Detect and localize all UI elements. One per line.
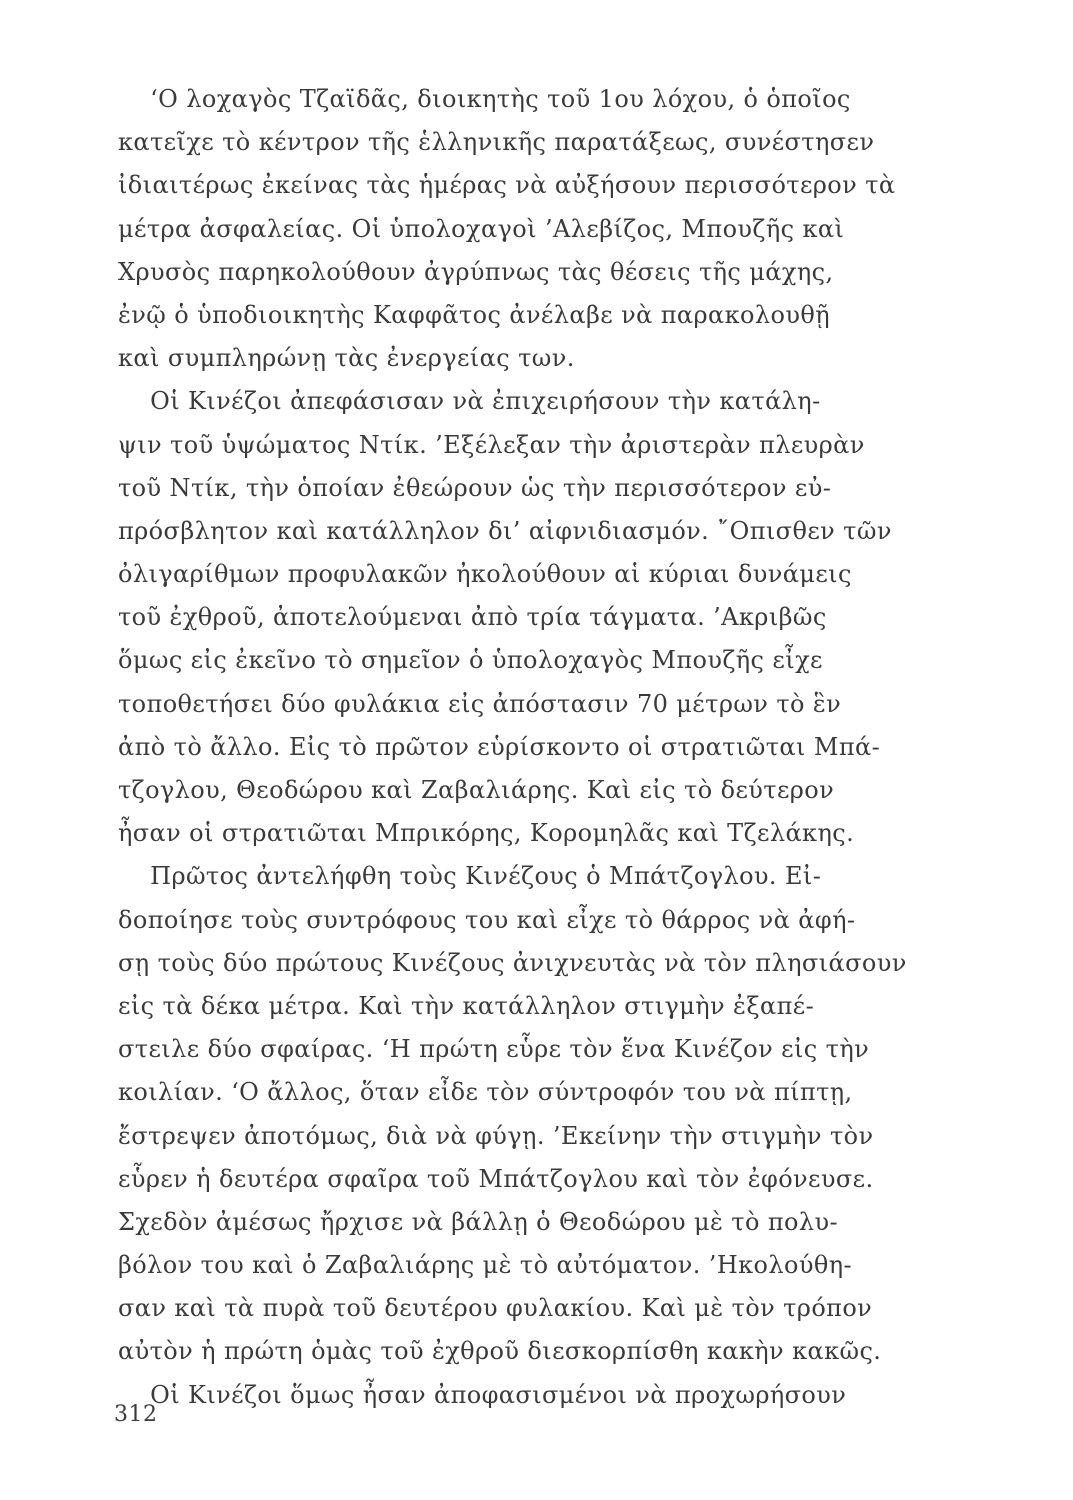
page-number: 312 [114,1402,158,1427]
text-line: τοῦ ἐχθροῦ, ἀποτελούμεναι ἀπὸ τρία τάγματα. ’Ακριβῶς [118,603,827,632]
text-line: σῃ τοὺς δύο πρώτους Κινέζους ἀνιχνευτὰς νὰ τὸν πλησιάσουν [118,948,907,977]
text-line: πρόσβλητον καὶ κατάλληλον δι’ αἰφνιδιασμόν. ῎Οπισθεν τῶν [118,516,892,545]
text-line: καὶ συμπληρώνῃ τὰς ἐνεργείας των. [118,344,575,373]
text-line: ἐνῷ ὁ ὑποδιοικητὴς Καφφᾶτος ἀνέλαβε νὰ παρακολουθῇ [118,300,830,329]
text-line: Πρῶτος ἀντελήφθη τοὺς Κινέζους ὁ Μπάτζογλου. Εἰ- [118,862,822,891]
text-line: στειλε δύο σφαίρας. ‘Η πρώτη εὗρε τὸν ἕνα Κινέζον εἰς τὴν [118,1035,870,1064]
text-line: ‘Ο λοχαγὸς Τζαϊδᾶς, διοικητὴς τοῦ 1ου λόχου, ὁ ὁποῖος [118,85,851,113]
text-line: μέτρα ἀσφαλείας. Οἱ ὑπολοχαγοὶ ’Αλεβίζος, Μπουζῆς καὶ [118,214,845,243]
text-line: τοῦ Ντίκ, τὴν ὁποίαν ἐθεώρουν ὡς τὴν περισσότερον εὐ- [118,473,832,502]
text-line: Οἱ Κινέζοι ὅμως ἦσαν ἀποφασισμένοι νὰ προχωρήσουν [118,1380,847,1409]
text-line: Σχεδὸν ἀμέσως ἤρχισε νὰ βάλλῃ ὁ Θεοδώρου μὲ τὸ πολυ- [118,1207,838,1236]
text-line: ἰδιαιτέρως ἐκείνας τὰς ἡμέρας νὰ αὐξήσουν περισσότερον τὰ [118,171,896,200]
text-line: Χρυσὸς παρηκολούθουν ἀγρύπνως τὰς θέσεις τῆς μάχης, [118,257,834,286]
text-line: τοποθετήσει δύο φυλάκια εἰς ἀπόστασιν 70 μέτρων τὸ ἓν [118,689,842,718]
text-line: δοποίησε τοὺς συντρόφους του καὶ εἶχε τὸ θάρρος νὰ ἀφή- [118,905,856,934]
text-line: εἰς τὰ δέκα μέτρα. Καὶ τὴν κατάλληλον στιγμὴν ἐξαπέ- [118,991,815,1020]
text-line: εὗρεν ἡ δευτέρα σφαῖρα τοῦ Μπάτζογλου καὶ τὸν ἐφόνευσε. [118,1164,874,1193]
text-line: ψιν τοῦ ὑψώματος Ντίκ. ’Εξέλεξαν τὴν ἀριστερὰν πλευρὰν [118,430,865,459]
body-text [118,78,962,1417]
text-line: ὅμως εἰς ἐκεῖνο τὸ σημεῖον ὁ ὑπολοχαγὸς Μπουζῆς εἶχε [118,646,823,675]
text-line: τζογλου, Θεοδώρου καὶ Ζαβαλιάρης. Καὶ εἰς τὸ δεύτερον [118,776,835,804]
text-line: σαν καὶ τὰ πυρὰ τοῦ δευτέρου φυλακίου. Καὶ μὲ τὸν τρόπον [118,1294,873,1323]
text-line: αὐτὸν ἡ πρώτη ὁμὰς τοῦ ἐχθροῦ διεσκορπίσθη κακὴν κακῶς. [118,1337,882,1366]
text-line: ἔστρεψεν ἀποτόμως, διὰ νὰ φύγῃ. ’Εκείνην τὴν στιγμὴν τὸν [118,1121,874,1150]
text-line: κοιλίαν. ‘Ο ἄλλος, ὅταν εἶδε τὸν σύντροφόν του νὰ πίπτῃ, [118,1078,853,1107]
text-line: Οἱ Κινέζοι ἀπεφάσισαν νὰ ἐπιχειρήσουν τὴν κατάλη- [118,387,821,416]
text-line: ἀπὸ τὸ ἄλλο. Εἰς τὸ πρῶτον εὑρίσκοντο οἱ στρατιῶται Μπά- [118,732,881,761]
text-line: κατεῖχε τὸ κέντρον τῆς ἑλληνικῆς παρατάξεως, συνέστησεν [118,128,875,157]
text-line: ὀλιγαρίθμων προφυλακῶν ἠκολούθουν αἱ κύριαι δυνάμεις [118,560,852,589]
text-line: ἦσαν οἱ στρατιῶται Μπρικόρης, Κορομηλᾶς καὶ Τζελάκης. [118,819,855,848]
text-line: βόλον του καὶ ὁ Ζαβαλιάρης μὲ τὸ αὐτόματον. ’Ηκολούθη- [118,1251,852,1280]
